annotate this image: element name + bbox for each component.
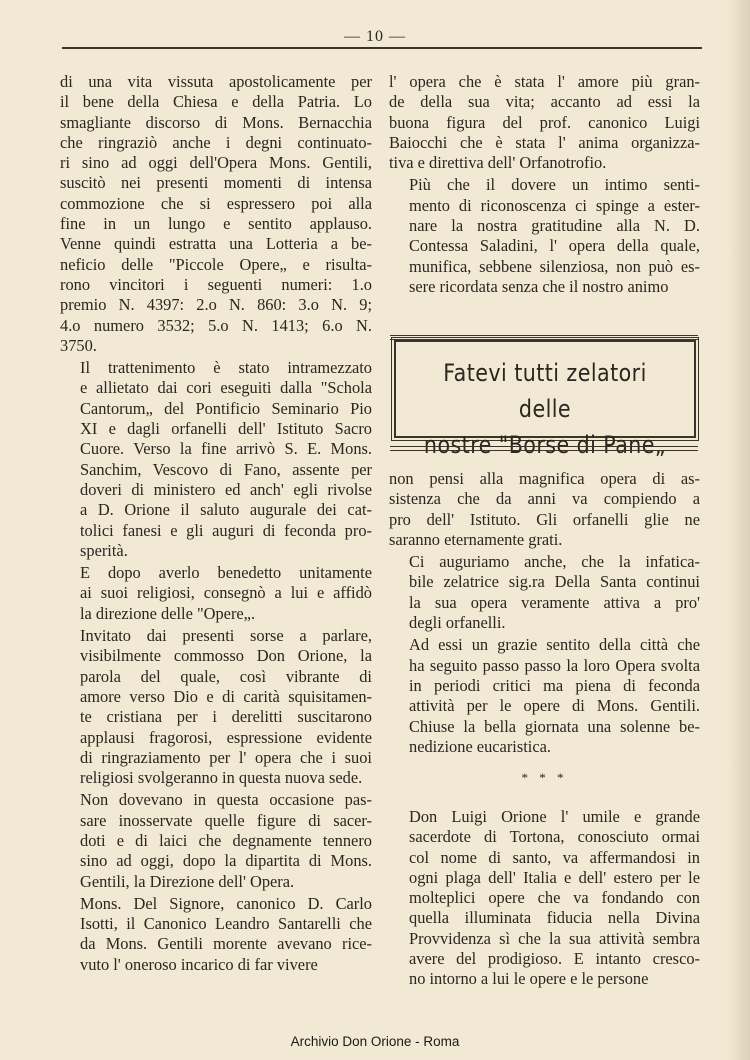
text-line: doti e di laici che degnamente tennero bbox=[80, 830, 372, 850]
text-line: de della sua vita; accanto ad essi la bbox=[389, 92, 700, 112]
text-line: avere del prodigioso. E intanto cresco- bbox=[409, 949, 700, 969]
text-line: premio N. 4397: 2.o N. 860: 3.o N. 9; bbox=[60, 295, 372, 315]
text-line: ogni plaga dell' Italia e dell' estero per le bbox=[409, 867, 700, 887]
text-line: commozione che si espressero poi alla bbox=[60, 193, 372, 213]
paragraph bbox=[389, 72, 700, 173]
right-column-top bbox=[389, 72, 700, 297]
text-line: Chiuse la bella giornata una solenne be- bbox=[409, 716, 700, 736]
paragraph bbox=[389, 807, 700, 990]
text-line: sacerdote di Tortona, conosciuto ormai bbox=[409, 827, 700, 847]
text-line: Contessa Saladini, l' opera della quale, bbox=[409, 236, 700, 256]
text-line: 3750. bbox=[60, 335, 97, 355]
text-line: Gentili, la Direzione dell' Opera. bbox=[80, 871, 295, 891]
text-line: amore verso Dio e di carità squisitamen- bbox=[80, 686, 372, 706]
paragraph bbox=[60, 358, 372, 561]
text-line: religiosi svolgeranno in questa nuova sede. bbox=[80, 768, 363, 788]
header-rule bbox=[62, 47, 702, 49]
text-line: munifica, sebbene silenziosa, non può es- bbox=[409, 256, 700, 276]
text-line: a D. Orione il saluto augurale dei cat- bbox=[80, 500, 372, 520]
text-line: quella illuminata fiducia nella Divina bbox=[409, 908, 700, 928]
text-line: no intorno a lui le opere e le persone bbox=[409, 969, 649, 989]
paragraph bbox=[60, 894, 372, 975]
text-line: Cantorum„ del Pontificio Seminario Pio bbox=[80, 398, 372, 418]
paragraph bbox=[60, 626, 372, 788]
paragraph bbox=[60, 790, 372, 891]
text-line: la direzione delle "Opere„. bbox=[80, 603, 256, 623]
text-line: Il trattenimento è stato intramezzato bbox=[80, 358, 372, 378]
text-line: suscitò nei presenti momenti di intensa bbox=[60, 173, 372, 193]
text-line: pro dell' Istituto. Gli orfanelli glie ne bbox=[389, 509, 700, 529]
paragraph bbox=[389, 635, 700, 757]
text-line: Provvidenza sì che la sua attività sembra bbox=[409, 928, 700, 948]
text-line: ri sino ad oggi dell'Opera Mons. Gentili, bbox=[60, 153, 372, 173]
text-line: sare inosservate quelle figure di sacer- bbox=[80, 810, 372, 830]
text-line: Venne quindi estratta una Lotteria a be- bbox=[60, 234, 372, 254]
archive-footer: Archivio Don Orione - Roma bbox=[290, 1034, 460, 1049]
banner-line-1: Fatevi tutti zelatori delle bbox=[443, 359, 647, 423]
text-line: te cristiana per i derelitti suscitarono bbox=[80, 707, 372, 727]
text-line: parola del quale, così vibrante di bbox=[80, 666, 372, 686]
right-column-middle bbox=[389, 469, 700, 757]
text-line: Ad essi un grazie sentito della città che bbox=[409, 635, 700, 655]
text-line: sistenza che da anni va compiendo a bbox=[389, 489, 700, 509]
text-line: 4.o numero 3532; 5.o N. 1413; 6.o N. bbox=[60, 315, 372, 335]
text-line: attività per le opere di Mons. Gentili. bbox=[409, 696, 700, 716]
text-line: bile zelatrice sig.ra Della Santa continui bbox=[409, 572, 700, 592]
text-line: rono vincitori i seguenti numeri: 1.o bbox=[60, 274, 372, 294]
text-line: tolici fanesi e gli auguri di feconda pro- bbox=[80, 520, 372, 540]
text-line: applausi fragorosi, espressione evidente bbox=[80, 727, 372, 747]
text-line: neficio delle "Piccole Opere„ e risulta- bbox=[60, 254, 372, 274]
text-line: tiva e direttiva dell' Orfanotrofio. bbox=[389, 153, 607, 173]
section-separator-stars: * * * bbox=[521, 770, 568, 785]
text-line: che ringraziò anche i degni continuato- bbox=[60, 132, 372, 152]
paragraph bbox=[389, 552, 700, 633]
text-line: e allietato dai cori eseguiti dalla "Schola bbox=[80, 378, 372, 398]
text-line: saranno eternamente grati. bbox=[389, 529, 563, 549]
text-line: il bene della Chiesa e della Patria. Lo bbox=[60, 92, 372, 112]
text-line: la sua opera veramente attiva a pro' bbox=[409, 592, 700, 612]
text-line: Mons. Del Signore, canonico D. Carlo bbox=[80, 893, 372, 913]
paragraph bbox=[389, 469, 700, 550]
text-line: smagliante discorso di Mons. Bernacchia bbox=[60, 112, 372, 132]
text-line: Isotti, il Canonico Leandro Santarelli che bbox=[80, 914, 372, 934]
text-line: molteplici opere che va fondando con bbox=[409, 888, 700, 908]
text-line: Più che il dovere un intimo senti- bbox=[409, 175, 700, 195]
text-line: buona figura del prof. canonico Luigi bbox=[389, 112, 700, 132]
text-line: ha seguito passo passo la loro Opera svolta bbox=[409, 655, 700, 675]
banner-line-2: nostre "Borse di Pane„ bbox=[423, 431, 667, 459]
page-edge-shadow bbox=[728, 0, 750, 1060]
banner-rule-bottom bbox=[390, 446, 698, 451]
right-column-bottom bbox=[389, 807, 700, 990]
left-column bbox=[60, 72, 372, 975]
text-line: sere ricordata senza che il nostro animo bbox=[409, 276, 669, 296]
text-line: mento di riconoscenza ci spinge a ester- bbox=[409, 195, 700, 215]
paragraph bbox=[60, 563, 372, 624]
text-line: ai suoi religiosi, consegnò a lui e affidò bbox=[80, 583, 372, 603]
text-line: Invitato dai presenti sorse a parlare, bbox=[80, 626, 372, 646]
text-line: nare la nostra gratitudine alla N. D. bbox=[409, 216, 700, 236]
text-line: Ci auguriamo anche, che la infatica- bbox=[409, 552, 700, 572]
text-line: Non dovevano in questa occasione pas- bbox=[80, 790, 372, 810]
text-line: di una vita vissuta apostolicamente per bbox=[60, 72, 372, 91]
text-line: nedizione eucaristica. bbox=[409, 736, 551, 756]
text-line: fine in un lungo e sentito applauso. bbox=[60, 214, 372, 234]
text-line: non pensi alla magnifica opera di as- bbox=[389, 469, 700, 488]
text-line: Baiocchi che è stata l' anima organizza- bbox=[389, 132, 700, 152]
text-line: vuto l' oneroso incarico di far vivere bbox=[80, 954, 318, 974]
text-line: visibilmente commosso Don Orione, la bbox=[80, 646, 372, 666]
text-line: col nome di santo, va affermandosi in bbox=[409, 847, 700, 867]
text-line: in periodi critici ma piena di feconda bbox=[409, 675, 700, 695]
text-line: Cuore. Verso la fine arrivò S. E. Mons. bbox=[80, 439, 372, 459]
text-line: sperità. bbox=[80, 540, 128, 560]
text-line: XI e dagli orfanelli dell' Istituto Sacro bbox=[80, 419, 372, 439]
text-line: l' opera che è stata l' amore più gran- bbox=[389, 72, 700, 91]
text-line: da Mons. Gentili morente avevano rice- bbox=[80, 934, 372, 954]
text-line: sino ad oggi, dopo la dipartita di Mons. bbox=[80, 851, 372, 871]
text-line: di ringraziamento per l' opera che i suoi bbox=[80, 747, 372, 767]
page-number: — 10 — bbox=[344, 28, 406, 45]
paragraph bbox=[60, 72, 372, 356]
text-line: Sanchim, Vescovo di Fano, assente per bbox=[80, 459, 372, 479]
paragraph bbox=[389, 175, 700, 297]
text-line: degli orfanelli. bbox=[409, 613, 506, 633]
text-line: E dopo averlo benedetto unitamente bbox=[80, 563, 372, 583]
text-line: doveri di ministero ed anch' egli rivolse bbox=[80, 479, 372, 499]
text-line: Don Luigi Orione l' umile e grande bbox=[409, 807, 700, 826]
